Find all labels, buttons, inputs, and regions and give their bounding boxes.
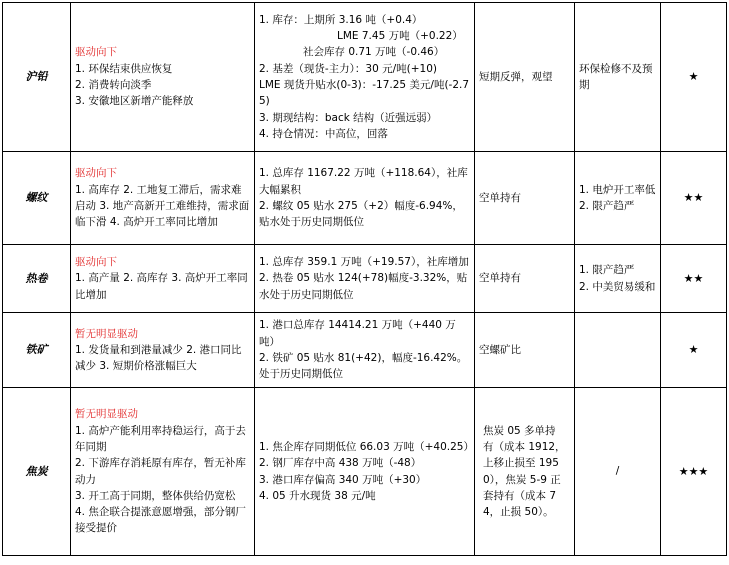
factor-item: 1. 环保结束供应恢复 [75,62,173,75]
rating-stars: ★★ [661,152,727,245]
risk-item: 1. 限产趋严 [579,264,635,277]
data-cell [255,152,475,245]
driver-label: 驱动向下 [75,167,117,180]
strategy-cell: 空螺矿比 [475,313,575,388]
data-item: 4. 持仓情况：中高位，回落 [259,127,388,140]
data-cell [255,388,475,556]
table-row [3,388,727,556]
driver-cell [71,3,255,152]
data-item: 2. 热卷 05 贴水 124(+78)幅度-3.32%，贴水处于历史同期低位 [259,272,468,301]
strategy-cell: 短期反弹，观望 [475,3,575,152]
table-row [3,245,727,313]
data-item: 1. 焦企库存同期低位 66.03 万吨（+40.25） [259,440,474,453]
rating-stars: ★★★ [661,388,727,556]
driver-label: 暂无明显驱动 [75,327,138,340]
data-cell [255,3,475,152]
commodity-name: 沪铅 [3,3,71,152]
factor-item: 3. 开工高于同期，整体供给仍宽松 [75,489,236,502]
driver-label: 暂无明显驱动 [75,408,138,421]
data-cell [255,245,475,313]
commodity-name: 螺纹 [3,152,71,245]
factor-item: 1. 高炉产能利用率持稳运行，高于去年同期 [75,424,246,453]
data-item: 3. 期现结构：back 结构（近强远弱） [259,111,438,124]
risk-cell: / [575,388,661,556]
commodity-name: 热卷 [3,245,71,313]
data-item: 1. 港口总库存 14414.21 万吨（+440 万吨） [259,319,456,348]
risk-cell [575,152,661,245]
data-item: 1. 总库存 359.1 万吨（+19.57），社库增加 [259,256,469,269]
risk-cell [575,245,661,313]
data-item: 2. 螺纹 05 贴水 275（+2）幅度-6.94%，贴水处于历史同期低位 [259,200,463,229]
data-item: 1. 总库存 1167.22 万吨（+118.64），社库大幅累积 [259,167,468,196]
data-cell [255,313,475,388]
data-item: 2. 铁矿 05 贴水 81(+42)，幅度-16.42%。处于历史同期低位 [259,352,468,381]
table-row [3,3,727,152]
factor-item: 2. 下游库存消耗原有库存，暂无补库动力 [75,457,246,486]
factor-item: 1. 高产量 2. 高库存 3. 高炉开工率同比增加 [75,272,248,301]
data-item: LME 7.45 万吨（+0.22） [337,30,463,43]
risk-item: 2. 中美贸易缓和 [579,280,656,293]
strategy-cell: 空单持有 [475,152,575,245]
driver-label: 驱动向下 [75,256,117,269]
driver-cell [71,313,255,388]
driver-cell [71,388,255,556]
data-item: 3. 港口库存偏高 340 万吨（+30） [259,473,427,486]
risk-item: 2. 限产趋严 [579,200,635,212]
factor-item: 3. 安徽地区新增产能释放 [75,95,194,108]
commodity-table [2,2,727,556]
factor-item: 1. 发货量和到港量减少 2. 港口同比减少 3. 短期价格涨幅巨大 [75,343,242,373]
commodity-name: 焦炭 [3,388,71,556]
risk-item: 1. 电炉开工率低 [579,183,656,196]
rating-stars: ★ [661,313,727,388]
factor-item: 2. 消费转向淡季 [75,79,152,91]
table-row [3,152,727,245]
rating-stars: ★ [661,3,727,152]
driver-cell [71,245,255,313]
risk-cell [575,313,661,388]
rating-stars: ★★ [661,245,727,313]
driver-label: 驱动向下 [75,46,117,59]
risk-cell: 环保检修不及预期 [575,3,661,152]
strategy-cell: 焦炭 05 多单持有（成本 1912，上移止损至 1950），焦炭 5-9 正套持有（成本 74，止损 50）。 [475,388,575,556]
data-item: 4. 05 升水现货 38 元/吨 [259,489,376,502]
data-item: 2. 基差（现货-主力）：30 元/吨(+10) [259,62,437,75]
factor-item: 1. 高库存 2. 工地复工滞后，需求难启动 3. 地产高新开工难维持，需求面临下滑 4. 高炉开工率同比增加 [75,183,250,229]
strategy-cell: 空单持有 [475,245,575,313]
data-item: 1. 库存：上期所 3.16 吨（+0.4） [259,13,423,26]
data-item: 2. 钢厂库存中高 438 万吨（-48） [259,457,422,470]
commodity-name: 铁矿 [3,313,71,388]
table-row [3,313,727,388]
data-item: LME 现货升贴水(0-3)：-17.25 美元/吨(-2.75) [259,79,470,108]
data-item: 社会库存 0.71 万吨（-0.46） [303,46,445,59]
driver-cell [71,152,255,245]
factor-item: 4. 焦企联合提涨意愿增强，部分钢厂接受提价 [75,506,246,535]
